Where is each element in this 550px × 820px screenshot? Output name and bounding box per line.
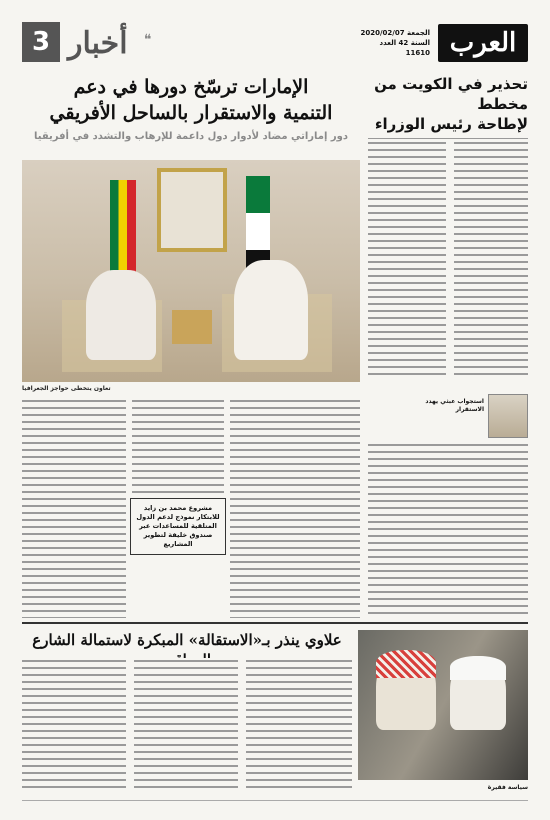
right-story-column-3 [368, 442, 528, 618]
main-story-column-2 [132, 398, 224, 494]
bottom-story-column-2 [134, 658, 238, 790]
portrait-photo [488, 394, 528, 438]
ghutra-white [450, 656, 506, 680]
masthead [22, 22, 528, 70]
main-headline [22, 74, 360, 126]
bottom-headline: علاوي ينذر بـ«الاستقالة» المبكرة لاستمالة الشارع [32, 631, 342, 649]
divider [368, 138, 528, 139]
person-red-headdress [376, 650, 436, 730]
main-subheadline: دور إماراتي مضاد لأدوار دول داعمة للإرهاب والتشدد في أفريقيا [33, 131, 349, 142]
main-headline-line1: الإمارات ترسّخ دورها في دعم [73, 76, 309, 98]
bottom-photo [358, 630, 528, 780]
main-headline-line2: التنمية والاستقرار بالساحل الأفريقي [49, 102, 333, 124]
right-story-column-2 [368, 140, 446, 380]
right-headline-line1: تحذير في الكويت من مخطط [374, 75, 528, 113]
issue-date: الجمعة 2020/02/07 [360, 29, 430, 37]
newspaper-logo: العرب [438, 24, 528, 62]
right-headline-line2: لإطاحة رئيس الوزراء [374, 115, 528, 133]
right-story-column-1 [454, 140, 528, 380]
section-title: أخبار [68, 26, 128, 61]
person-left [86, 270, 156, 360]
main-photo [22, 160, 360, 382]
portrait-caption: استجواب عبثي يهدد الاستقرار [425, 398, 484, 413]
bottom-story-column-1 [22, 658, 126, 790]
footer-rule [22, 800, 528, 801]
page-number: 3 [22, 22, 60, 62]
person-white-headdress [450, 656, 506, 730]
framed-portrait [157, 168, 227, 252]
bottom-story [22, 622, 528, 798]
bottom-photo-caption: سياسة فقيرة [487, 784, 528, 791]
issue-info [360, 28, 430, 58]
bottom-story-column-3 [246, 658, 352, 790]
ghutra-red [376, 650, 436, 678]
side-table [172, 310, 212, 344]
main-photo-caption: تعاون يتخطى حواجز الجغرافيا [22, 385, 111, 392]
main-story-column-3 [230, 398, 360, 618]
quote-mark-icon: ❝ [144, 32, 152, 48]
main-story-column-1 [22, 398, 126, 618]
pullquote-box: مشروع محمد بن زايد للابتكار نموذج لدعم الدول المتلقية للمساعدات عبر صندوق خليفة لتطوير المشاريع [130, 498, 226, 555]
right-story-headline [368, 74, 528, 134]
main-story [22, 74, 360, 144]
issue-number: السنة 42 العدد 11610 [379, 39, 430, 57]
person-right [234, 260, 308, 360]
